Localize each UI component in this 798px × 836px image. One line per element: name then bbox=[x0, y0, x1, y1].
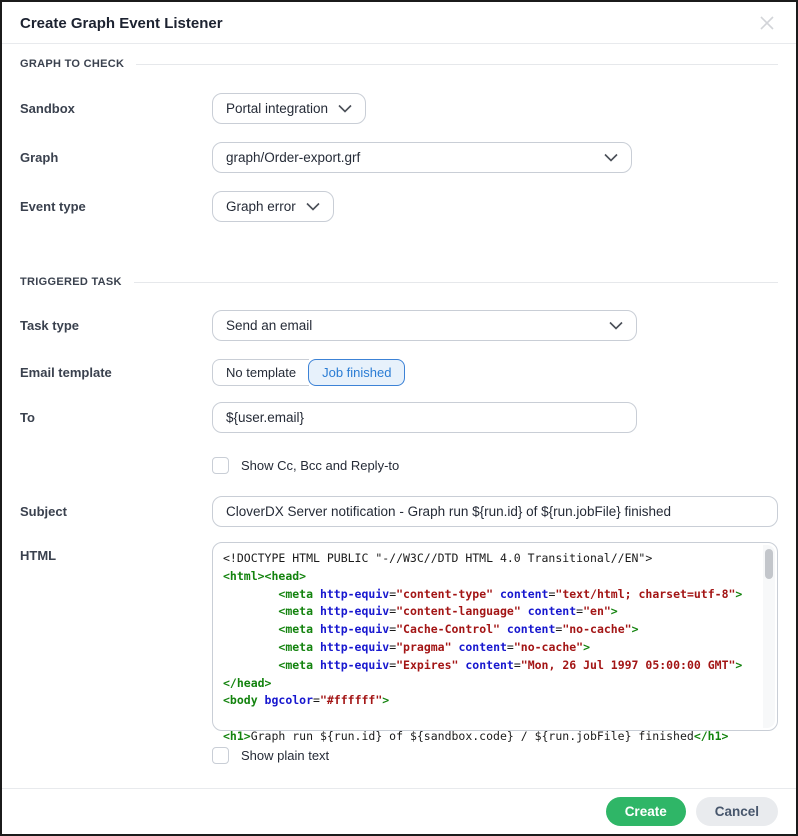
event-type-select[interactable] bbox=[212, 191, 334, 222]
to-row bbox=[20, 402, 778, 433]
html-code-content: <!DOCTYPE HTML PUBLIC "-//W3C//DTD HTML 4.0 Transitional//EN"> <html><head> <meta http-equiv="content-type" content="text/html; charset=utf-8"> <meta http-equiv="content-language" content="en"> <meta http-equiv="Cache-Control" content="no-cache"> <meta http-equiv="pragma" content="no-cache"> <meta http-equiv="Expires" content="Mon, 26 Jul 1997 05:00:00 GMT"> </head> <body bgcolor="#ffffff"> <h1>Graph run ${run.id} of ${sandbox.code} / ${run.jobFile} finished</h1> bbox=[223, 551, 743, 743]
graph-value: graph/Order-export.grf bbox=[226, 150, 361, 165]
chevron-down-icon bbox=[306, 202, 320, 211]
graph-row bbox=[20, 142, 778, 173]
chevron-down-icon bbox=[609, 321, 623, 330]
close-icon[interactable] bbox=[756, 12, 778, 34]
create-button[interactable]: Create bbox=[606, 797, 686, 826]
email-template-segmented bbox=[212, 359, 405, 386]
to-value: ${user.email} bbox=[226, 410, 305, 425]
show-cc-label: Show Cc, Bcc and Reply-to bbox=[241, 457, 400, 473]
cancel-button[interactable]: Cancel bbox=[696, 797, 778, 826]
show-plain-text-checkbox-row[interactable] bbox=[212, 747, 329, 764]
subject-input[interactable] bbox=[212, 496, 778, 527]
chevron-down-icon bbox=[338, 104, 352, 113]
show-cc-checkbox[interactable] bbox=[212, 457, 229, 474]
chevron-down-icon bbox=[604, 153, 618, 162]
graph-label: Graph bbox=[20, 150, 59, 165]
email-template-option-no-template[interactable]: No template bbox=[212, 359, 309, 386]
subject-label: Subject bbox=[20, 504, 67, 519]
email-template-option-job-finished[interactable]: Job finished bbox=[308, 359, 405, 386]
task-type-value: Send an email bbox=[226, 318, 313, 333]
section-label: TRIGGERED TASK bbox=[20, 276, 122, 288]
section-graph-to-check bbox=[20, 58, 778, 70]
event-type-row bbox=[20, 191, 778, 222]
section-divider bbox=[136, 64, 778, 65]
graph-select[interactable] bbox=[212, 142, 632, 173]
sandbox-row bbox=[20, 93, 778, 124]
sandbox-label: Sandbox bbox=[20, 101, 75, 116]
email-template-row bbox=[20, 358, 778, 386]
dialog-footer bbox=[2, 788, 796, 834]
email-template-label: Email template bbox=[20, 364, 112, 380]
subject-value: CloverDX Server notification - Graph run ${run.id} of ${run.jobFile} finished bbox=[226, 504, 671, 519]
dialog-body bbox=[2, 44, 796, 788]
show-cc-checkbox-row[interactable] bbox=[212, 457, 399, 474]
section-label: GRAPH TO CHECK bbox=[20, 58, 125, 70]
to-input[interactable] bbox=[212, 402, 637, 433]
section-divider bbox=[134, 282, 778, 283]
code-scrollbar[interactable] bbox=[763, 545, 775, 728]
code-scrollbar-thumb[interactable] bbox=[765, 549, 773, 579]
task-type-select[interactable] bbox=[212, 310, 637, 341]
task-type-row bbox=[20, 310, 778, 341]
dialog-header bbox=[2, 2, 796, 44]
show-plain-text-checkbox[interactable] bbox=[212, 747, 229, 764]
html-row bbox=[20, 542, 778, 743]
event-type-label: Event type bbox=[20, 199, 86, 214]
sandbox-value: Portal integration bbox=[226, 101, 329, 116]
html-code-editor[interactable] bbox=[212, 542, 778, 743]
html-label: HTML bbox=[20, 548, 57, 563]
sandbox-select[interactable] bbox=[212, 93, 366, 124]
event-type-value: Graph error bbox=[226, 199, 296, 214]
dialog-title: Create Graph Event Listener bbox=[20, 14, 223, 32]
subject-row bbox=[20, 496, 778, 527]
show-cc-row bbox=[20, 456, 778, 474]
show-plain-text-row bbox=[20, 746, 778, 764]
section-triggered-task bbox=[20, 276, 778, 288]
show-plain-text-label: Show plain text bbox=[241, 747, 330, 763]
task-type-label: Task type bbox=[20, 318, 80, 333]
to-label: To bbox=[20, 410, 35, 425]
